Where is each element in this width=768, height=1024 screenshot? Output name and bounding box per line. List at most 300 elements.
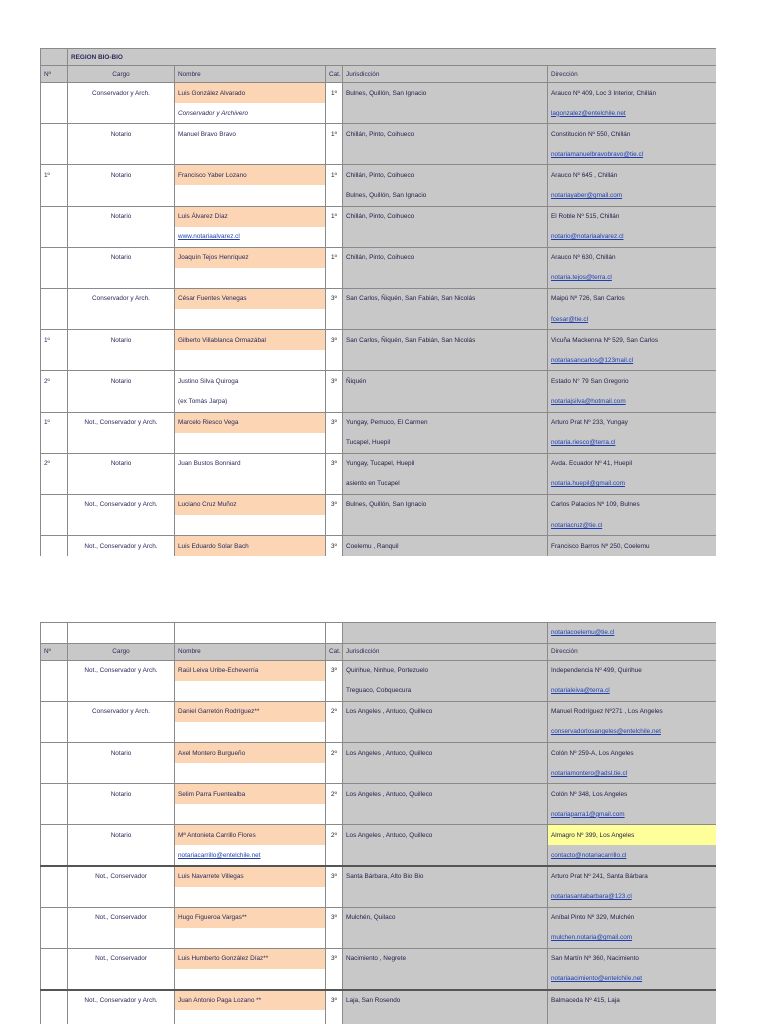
email-link[interactable]: lagonzalez@entelchile.net bbox=[551, 109, 626, 117]
row-num bbox=[41, 866, 68, 887]
header-jurisdiccion: Jurisdicción bbox=[343, 66, 548, 83]
row-cat: 3º bbox=[326, 288, 343, 309]
row-cargo bbox=[68, 309, 175, 330]
row-cat: 2º bbox=[326, 784, 343, 805]
row-cargo bbox=[68, 928, 175, 949]
row-jurisdiccion: Laja, San Rosendo bbox=[343, 990, 548, 1011]
table-row bbox=[41, 928, 717, 949]
row-jurisdiccion: Quirihue, Ninhue, Portezuelo bbox=[343, 660, 548, 681]
web-link[interactable]: notariacarrillo@entelchile.net bbox=[178, 851, 261, 859]
table-row bbox=[41, 969, 717, 990]
table-row bbox=[41, 866, 717, 887]
row-direccion: Balmaceda Nº 415, Laja bbox=[548, 990, 717, 1011]
row-cargo: Notario bbox=[68, 124, 175, 145]
row-num bbox=[41, 742, 68, 763]
row-cat bbox=[326, 515, 343, 536]
row-num bbox=[41, 433, 68, 454]
email-link[interactable]: notarialeiva@terra.cl bbox=[551, 687, 610, 695]
row-nombre bbox=[175, 227, 326, 248]
row-cargo bbox=[68, 433, 175, 454]
row-jurisdiccion: Ñiquén bbox=[343, 371, 548, 392]
table-row bbox=[41, 371, 717, 392]
region-band-row bbox=[41, 49, 717, 66]
row-direccion bbox=[548, 722, 717, 743]
row-cargo bbox=[68, 845, 175, 866]
row-jurisdiccion: Nacimiento , Negrete bbox=[343, 948, 548, 969]
row-num bbox=[41, 623, 68, 644]
table-row bbox=[41, 701, 717, 722]
row-cargo: Not., Conservador y Arch. bbox=[68, 990, 175, 1011]
row-jurisdiccion bbox=[343, 309, 548, 330]
row-cargo bbox=[68, 144, 175, 165]
row-cat: 1º bbox=[326, 165, 343, 186]
row-nombre: Luis González Alvarado bbox=[175, 83, 326, 104]
row-cargo bbox=[68, 185, 175, 206]
row-nombre bbox=[175, 845, 326, 866]
row-cat bbox=[326, 887, 343, 908]
row-jurisdiccion: Santa Bárbara, Alto Bio Bio bbox=[343, 866, 548, 887]
table-row bbox=[41, 536, 717, 557]
row-cargo: Notario bbox=[68, 825, 175, 846]
header-nombre: Nombre bbox=[175, 643, 326, 660]
row-num bbox=[41, 103, 68, 124]
row-cat bbox=[326, 804, 343, 825]
row-direccion bbox=[548, 391, 717, 412]
row-jurisdiccion: Treguaco, Cobquecura bbox=[343, 681, 548, 702]
row-cat bbox=[326, 309, 343, 330]
row-nombre bbox=[175, 804, 326, 825]
row-cargo bbox=[68, 681, 175, 702]
row-cat: 2º bbox=[326, 825, 343, 846]
row-cargo bbox=[68, 1010, 175, 1024]
table-row bbox=[41, 412, 717, 433]
row-num bbox=[41, 722, 68, 743]
row-direccion: Almagro Nº 399, Los Angeles bbox=[548, 825, 717, 846]
row-jurisdiccion: Chillán, Pinto, Coihueco bbox=[343, 165, 548, 186]
table-row bbox=[41, 309, 717, 330]
row-nombre: Axel Montero Burgueño bbox=[175, 742, 326, 763]
row-nombre: Juan Antonio Paga Lozano ** bbox=[175, 990, 326, 1011]
row-num bbox=[41, 845, 68, 866]
row-nombre bbox=[175, 350, 326, 371]
row-num bbox=[41, 494, 68, 515]
table-row bbox=[41, 948, 717, 969]
row-cat bbox=[326, 722, 343, 743]
row-cargo: Not., Conservador y Arch. bbox=[68, 494, 175, 515]
row-cat bbox=[326, 185, 343, 206]
row-nombre bbox=[175, 681, 326, 702]
row-nombre bbox=[175, 268, 326, 289]
row-jurisdiccion: Yungay, Pemuco, El Carmen bbox=[343, 412, 548, 433]
row-num bbox=[41, 391, 68, 412]
row-cargo: Notario bbox=[68, 165, 175, 186]
table-row bbox=[41, 350, 717, 371]
row-direccion bbox=[548, 268, 717, 289]
row-direccion bbox=[548, 350, 717, 371]
email-link[interactable]: mulchen.notaria@gmail.com bbox=[551, 934, 633, 942]
row-direccion bbox=[548, 185, 717, 206]
row-num bbox=[41, 515, 68, 536]
region-title: REGION BIO-BIO bbox=[68, 49, 717, 66]
row-direccion bbox=[548, 103, 717, 124]
email-link[interactable]: fcesar@tie.cl bbox=[551, 315, 589, 323]
row-nombre: Daniel Garretón Rodríguez** bbox=[175, 701, 326, 722]
row-num bbox=[41, 660, 68, 681]
row-direccion bbox=[548, 763, 717, 784]
row-direccion bbox=[548, 144, 717, 165]
row-cargo bbox=[68, 227, 175, 248]
row-nombre: Selim Parra Fuentealba bbox=[175, 784, 326, 805]
email-link[interactable]: contacto@notariacarrillo.cl bbox=[551, 851, 627, 859]
row-jurisdiccion: Los Angeles , Antuco, Quilleco bbox=[343, 701, 548, 722]
row-nombre: Luis Navarrete Villegas bbox=[175, 866, 326, 887]
row-cargo bbox=[68, 969, 175, 990]
header-num: Nº bbox=[41, 643, 68, 660]
row-cat: 3º bbox=[326, 536, 343, 557]
email-link[interactable]: notaria.riesco@terra.cl bbox=[551, 439, 616, 447]
row-direccion bbox=[548, 681, 717, 702]
table-row bbox=[41, 227, 717, 248]
row-direccion: San Martín Nº 360, Nacimiento bbox=[548, 948, 717, 969]
row-cargo: Conservador y Arch. bbox=[68, 288, 175, 309]
header-num: Nº bbox=[41, 66, 68, 83]
header-row bbox=[41, 66, 717, 83]
row-cargo bbox=[68, 515, 175, 536]
row-cargo: Not., Conservador y Arch. bbox=[68, 536, 175, 557]
table-row bbox=[41, 681, 717, 702]
table-row bbox=[41, 391, 717, 412]
header-cat: Cat. bbox=[326, 643, 343, 660]
table-row bbox=[41, 185, 717, 206]
row-cat bbox=[326, 103, 343, 124]
row-nombre: Gilberto Villablanca Ormazábal bbox=[175, 330, 326, 351]
row-num bbox=[41, 887, 68, 908]
row-nombre: Luis Eduardo Solar Bach bbox=[175, 536, 326, 557]
email-link[interactable]: notariasancarlos@123mail.cl bbox=[551, 356, 634, 364]
email-link[interactable]: notariaparra1@gmail.com bbox=[551, 810, 625, 818]
row-jurisdiccion: Bulnes, Quillón, San Ignacio bbox=[343, 494, 548, 515]
row-cat bbox=[326, 474, 343, 495]
email-link[interactable]: notariacoelemu@tie.cl bbox=[551, 629, 615, 637]
row-direccion bbox=[548, 845, 717, 866]
row-nombre: Luis Álvarez Díaz bbox=[175, 206, 326, 227]
row-cargo: Notario bbox=[68, 371, 175, 392]
row-nombre: (ex Tomás Jarpa) bbox=[175, 391, 326, 412]
row-cargo bbox=[68, 722, 175, 743]
row-direccion bbox=[548, 474, 717, 495]
row-nombre bbox=[175, 1010, 326, 1024]
email-link[interactable]: notariajsilva@hotmail.com bbox=[551, 397, 626, 405]
email-link[interactable]: notariamanuelbravobravo@tie.cl bbox=[551, 150, 644, 158]
row-num bbox=[41, 474, 68, 495]
row-num bbox=[41, 948, 68, 969]
row-jurisdiccion bbox=[343, 515, 548, 536]
row-cargo bbox=[68, 474, 175, 495]
row-nombre: Juan Bustos Bonniard bbox=[175, 453, 326, 474]
row-jurisdiccion bbox=[343, 845, 548, 866]
header-cargo: Cargo bbox=[68, 66, 175, 83]
row-cat: 3º bbox=[326, 412, 343, 433]
row-cat bbox=[326, 1010, 343, 1024]
row-cat bbox=[326, 144, 343, 165]
email-link[interactable]: notariamontero@adsl.tie.cl bbox=[551, 769, 628, 777]
table-row bbox=[41, 623, 717, 644]
row-direccion: Arauco Nº 645 , Chillán bbox=[548, 165, 717, 186]
header-direccion: Dirección bbox=[548, 66, 717, 83]
row-direccion: Arturo Prat Nº 241, Santa Bárbara bbox=[548, 866, 717, 887]
row-cargo bbox=[68, 804, 175, 825]
row-jurisdiccion: Los Angeles , Antuco, Quilleco bbox=[343, 825, 548, 846]
row-jurisdiccion: Los Angeles , Antuco, Quilleco bbox=[343, 742, 548, 763]
row-num: 1º bbox=[41, 330, 68, 351]
row-direccion: Estado N° 79 San Gregorio bbox=[548, 371, 717, 392]
header-cargo: Cargo bbox=[68, 643, 175, 660]
table-row bbox=[41, 165, 717, 186]
row-cargo: Not., Conservador y Arch. bbox=[68, 660, 175, 681]
row-num bbox=[41, 227, 68, 248]
header-jurisdiccion: Jurisdicción bbox=[343, 643, 548, 660]
table-row bbox=[41, 83, 717, 104]
row-jurisdiccion: Los Angeles , Antuco, Quilleco bbox=[343, 784, 548, 805]
row-num bbox=[41, 907, 68, 928]
table-row bbox=[41, 515, 717, 536]
row-nombre: Marcelo Riesco Vega bbox=[175, 412, 326, 433]
row-direccion: Aníbal Pinto Nº 329, Mulchén bbox=[548, 907, 717, 928]
row-num bbox=[41, 288, 68, 309]
row-nombre: Raúl Leiva Uribe-Echeverría bbox=[175, 660, 326, 681]
row-cat: 3º bbox=[326, 494, 343, 515]
table-row bbox=[41, 103, 717, 124]
row-jurisdiccion bbox=[343, 1010, 548, 1024]
row-jurisdiccion: asiento en Tucapel bbox=[343, 474, 548, 495]
row-jurisdiccion bbox=[343, 391, 548, 412]
row-cat: 2º bbox=[326, 742, 343, 763]
header-direccion: Dirección bbox=[548, 643, 717, 660]
web-link[interactable]: www.notariaalvarez.cl bbox=[178, 233, 240, 241]
email-link[interactable]: notaria.huepil@gmail.com bbox=[551, 480, 625, 488]
row-direccion bbox=[548, 804, 717, 825]
row-direccion: Maipú Nº 726, San Carlos bbox=[548, 288, 717, 309]
row-jurisdiccion bbox=[343, 623, 548, 644]
row-num: 1º bbox=[41, 412, 68, 433]
table-row bbox=[41, 124, 717, 145]
table-row bbox=[41, 907, 717, 928]
table-row bbox=[41, 804, 717, 825]
row-nombre: Joaquín Tejos Henríquez bbox=[175, 247, 326, 268]
row-nombre bbox=[175, 969, 326, 990]
row-nombre bbox=[175, 722, 326, 743]
row-nombre: Luis Humberto González Díaz** bbox=[175, 948, 326, 969]
header-row bbox=[41, 643, 717, 660]
row-cat: 3º bbox=[326, 990, 343, 1011]
row-num bbox=[41, 928, 68, 949]
table-row bbox=[41, 763, 717, 784]
row-direccion: Constitución Nº 550, Chillán bbox=[548, 124, 717, 145]
row-num bbox=[41, 990, 68, 1011]
table-row bbox=[41, 825, 717, 846]
row-direccion: Avda. Ecuador Nº 41, Huepil bbox=[548, 453, 717, 474]
row-direccion bbox=[548, 1010, 717, 1024]
header-nombre: Nombre bbox=[175, 66, 326, 83]
row-cat: 3º bbox=[326, 907, 343, 928]
row-cargo bbox=[68, 763, 175, 784]
row-cat bbox=[326, 969, 343, 990]
email-link[interactable]: notariacruz@tie.cl bbox=[551, 521, 603, 529]
row-cat bbox=[326, 845, 343, 866]
email-link[interactable]: notariayaber@gmail.com bbox=[551, 192, 623, 200]
row-direccion: Arauco Nº 630, Chillán bbox=[548, 247, 717, 268]
row-num bbox=[41, 1010, 68, 1024]
table-row bbox=[41, 144, 717, 165]
email-link[interactable]: notariaacimiento@entelchile.net bbox=[551, 975, 643, 983]
row-cargo bbox=[68, 103, 175, 124]
row-nombre: César Fuentes Venegas bbox=[175, 288, 326, 309]
row-jurisdiccion bbox=[343, 887, 548, 908]
row-cat bbox=[326, 763, 343, 784]
row-num bbox=[41, 804, 68, 825]
row-jurisdiccion bbox=[343, 722, 548, 743]
row-cargo: Not., Conservador bbox=[68, 866, 175, 887]
row-cat bbox=[326, 268, 343, 289]
row-jurisdiccion bbox=[343, 928, 548, 949]
row-jurisdiccion: Bulnes, Quillón, San Ignacio bbox=[343, 83, 548, 104]
row-cat: 3º bbox=[326, 866, 343, 887]
row-num bbox=[41, 784, 68, 805]
row-cargo: Notario bbox=[68, 784, 175, 805]
row-jurisdiccion: Chillán, Pinto, Coihueco bbox=[343, 247, 548, 268]
row-direccion bbox=[548, 309, 717, 330]
row-cargo bbox=[68, 350, 175, 371]
table-row bbox=[41, 784, 717, 805]
row-cat: 3º bbox=[326, 330, 343, 351]
row-nombre: Manuel Bravo Bravo bbox=[175, 124, 326, 145]
row-cargo: Notario bbox=[68, 742, 175, 763]
row-nombre: Luciano Cruz Muñoz bbox=[175, 494, 326, 515]
row-direccion: Francisco Barros Nº 250, Coelemu bbox=[548, 536, 717, 557]
row-num bbox=[41, 124, 68, 145]
row-nombre bbox=[175, 623, 326, 644]
row-num bbox=[41, 247, 68, 268]
row-nombre bbox=[175, 474, 326, 495]
table-row bbox=[41, 990, 717, 1011]
row-nombre bbox=[175, 309, 326, 330]
email-link[interactable]: notaria.tejos@terra.cl bbox=[551, 274, 612, 282]
row-cargo: Not., Conservador bbox=[68, 948, 175, 969]
row-nombre bbox=[175, 185, 326, 206]
row-cat: 3º bbox=[326, 948, 343, 969]
row-cargo bbox=[68, 623, 175, 644]
table-row bbox=[41, 742, 717, 763]
row-num: 2º bbox=[41, 371, 68, 392]
row-nombre: Francisco Yaber Lozano bbox=[175, 165, 326, 186]
row-cargo: Not., Conservador y Arch. bbox=[68, 412, 175, 433]
table-row bbox=[41, 330, 717, 351]
row-num bbox=[41, 83, 68, 104]
row-jurisdiccion bbox=[343, 144, 548, 165]
row-jurisdiccion: Tucapel, Huepil bbox=[343, 433, 548, 454]
row-cat bbox=[326, 433, 343, 454]
row-jurisdiccion: Coelemu , Ranquil bbox=[343, 536, 548, 557]
row-jurisdiccion bbox=[343, 227, 548, 248]
table-row bbox=[41, 433, 717, 454]
row-jurisdiccion bbox=[343, 969, 548, 990]
row-jurisdiccion bbox=[343, 804, 548, 825]
row-cat bbox=[326, 350, 343, 371]
row-direccion: Independencia Nº 499, Quirihue bbox=[548, 660, 717, 681]
row-num: 1º bbox=[41, 165, 68, 186]
row-nombre bbox=[175, 515, 326, 536]
row-jurisdiccion: Mulchén, Quilaco bbox=[343, 907, 548, 928]
row-jurisdiccion: San Carlos, Ñiquén, San Fabián, San Nicolás bbox=[343, 330, 548, 351]
table-row bbox=[41, 722, 717, 743]
row-direccion: El Roble Nº 515, Chillán bbox=[548, 206, 717, 227]
row-direccion: Colón Nº 348, Los Angeles bbox=[548, 784, 717, 805]
notary-table-1 bbox=[40, 48, 716, 556]
row-cat: 1º bbox=[326, 83, 343, 104]
row-jurisdiccion bbox=[343, 350, 548, 371]
row-num: 2º bbox=[41, 453, 68, 474]
row-cargo: Not., Conservador bbox=[68, 907, 175, 928]
row-cargo bbox=[68, 391, 175, 412]
row-nombre bbox=[175, 433, 326, 454]
row-cat bbox=[326, 928, 343, 949]
table-row bbox=[41, 474, 717, 495]
row-direccion bbox=[548, 887, 717, 908]
notary-table-2 bbox=[40, 622, 716, 1024]
row-cat: 2º bbox=[326, 701, 343, 722]
row-num bbox=[41, 681, 68, 702]
row-jurisdiccion bbox=[343, 103, 548, 124]
row-cat: 1º bbox=[326, 124, 343, 145]
row-nombre: Mª Antonieta Carrillo Flores bbox=[175, 825, 326, 846]
row-direccion bbox=[548, 433, 717, 454]
row-num bbox=[41, 763, 68, 784]
row-cargo: Notario bbox=[68, 330, 175, 351]
row-direccion bbox=[548, 515, 717, 536]
row-direccion: Arturo Prat Nº 233, Yungay bbox=[548, 412, 717, 433]
row-num bbox=[41, 825, 68, 846]
row-num bbox=[41, 185, 68, 206]
row-direccion bbox=[548, 227, 717, 248]
row-direccion: Vicuña Mackenna Nº 529, San Carlos bbox=[548, 330, 717, 351]
sheet-page-2 bbox=[40, 622, 716, 1024]
table-row bbox=[41, 845, 717, 866]
row-direccion bbox=[548, 969, 717, 990]
row-direccion: Arauco Nº 409, Loc 3 Interior, Chillán bbox=[548, 83, 717, 104]
email-link[interactable]: notariasantabarbara@123.cl bbox=[551, 893, 632, 901]
row-cargo: Notario bbox=[68, 453, 175, 474]
row-direccion bbox=[548, 623, 717, 644]
row-jurisdiccion: Yungay, Tucapel, Huepil bbox=[343, 453, 548, 474]
row-cargo: Notario bbox=[68, 247, 175, 268]
table-row bbox=[41, 887, 717, 908]
row-num bbox=[41, 350, 68, 371]
row-cargo bbox=[68, 887, 175, 908]
row-jurisdiccion: Bulnes, Quillón, San Ignacio bbox=[343, 185, 548, 206]
table-row bbox=[41, 494, 717, 515]
row-jurisdiccion: Chillán, Pinto, Coihueco bbox=[343, 124, 548, 145]
email-link[interactable]: notario@notariaalvarez.cl bbox=[551, 233, 624, 241]
row-cargo bbox=[68, 268, 175, 289]
row-jurisdiccion: Chillán, Pinto, Coihueco bbox=[343, 206, 548, 227]
row-num bbox=[41, 206, 68, 227]
email-link[interactable]: conservadorlosangeles@entelchile.net bbox=[551, 728, 661, 736]
row-direccion: Carlos Palacios Nº 109, Bulnes bbox=[548, 494, 717, 515]
header-cat: Cat. bbox=[326, 66, 343, 83]
row-nombre bbox=[175, 763, 326, 784]
row-num bbox=[41, 701, 68, 722]
table-row bbox=[41, 453, 717, 474]
